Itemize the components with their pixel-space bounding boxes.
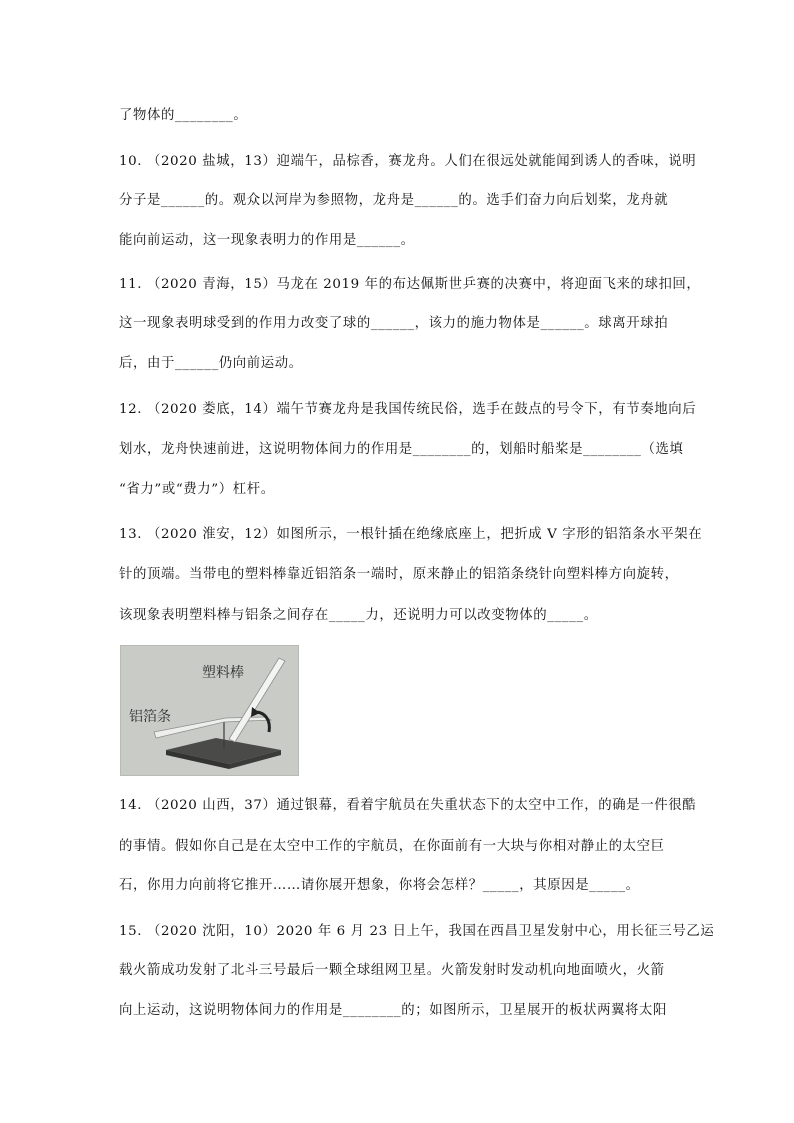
text-line: 分子是______的。观众以河岸为参照物，龙舟是______的。选手们奋力向后划桨，龙舟就: [119, 193, 669, 208]
text-line: “省力”或“费力”）杠杆。: [119, 482, 275, 497]
text-line: 这一现象表明球受到的作用力改变了球的______，该力的施力物体是______。球离开球拍: [119, 316, 669, 331]
text-line: 15. （2020 沈阳，10）2020 年 6 月 23 日上午，我国在西昌卫星发射中心，用长征三号乙运: [119, 924, 715, 939]
text-line: 10. （2020 盐城，13）迎端午，品棕香，赛龙舟。人们在很远处就能闻到诱人的香味，说明: [119, 154, 697, 169]
text-line: 的事情。假如你自己是在太空中工作的宇航员，在你面前有一大块与你相对静止的太空巨: [119, 839, 665, 854]
label-plastic-rod: 塑料棒: [202, 665, 244, 681]
aluminum-foil-figure: [120, 645, 299, 776]
text-line: 14. （2020 山西，37）通过银幕，看着宇航员在失重状态下的太空中工作，的确是一件很酷: [119, 798, 697, 813]
text-line: 12. （2020 娄底，14）端午节赛龙舟是我国传统民俗，选手在鼓点的号令下，有节奏地向后: [119, 402, 697, 417]
text-line: 能向前运动，这一现象表明力的作用是______。: [119, 233, 415, 248]
text-line: 13. （2020 淮安，12）如图所示，一根针插在绝缘底座上，把折成 V 字形的铝箔条水平架在: [119, 527, 703, 542]
text-line: 该现象表明塑料棒与铝条之间存在_____力，还说明力可以改变物体的_____。: [119, 608, 598, 623]
text-line: 11. （2020 青海，15）马龙在 2019 年的布达佩斯世乒赛的决赛中，将迎面飞来的球扣回，: [119, 277, 701, 292]
label-aluminum-foil: 铝箔条: [129, 709, 171, 725]
text-line: 载火箭成功发射了北斗三号最后一颗全球组网卫星。火箭发射时发动机向地面喷火，火箭: [119, 963, 665, 978]
text-line: 后，由于______仍向前运动。: [119, 356, 303, 371]
text-line: 划水，龙舟快速前进，这说明物体间力的作用是________的，划船时船桨是________（选填: [119, 442, 684, 457]
text-line: 了物体的________。: [119, 108, 248, 123]
text-line: 石，你用力向前将它推开……请你展开想象，你将会怎样？_____，其原因是_____。: [119, 878, 640, 893]
rotation-arrow: [255, 712, 269, 732]
aluminum-foil-strip: [154, 717, 271, 738]
text-line: 针的顶端。当带电的塑料棒靠近铝箔条一端时，原来静止的铝箔条绕针向塑料棒方向旋转，: [119, 567, 679, 582]
text-line: 向上运动，这说明物体间力的作用是________的；如图所示，卫星展开的板状两翼将太阳: [119, 1003, 668, 1018]
